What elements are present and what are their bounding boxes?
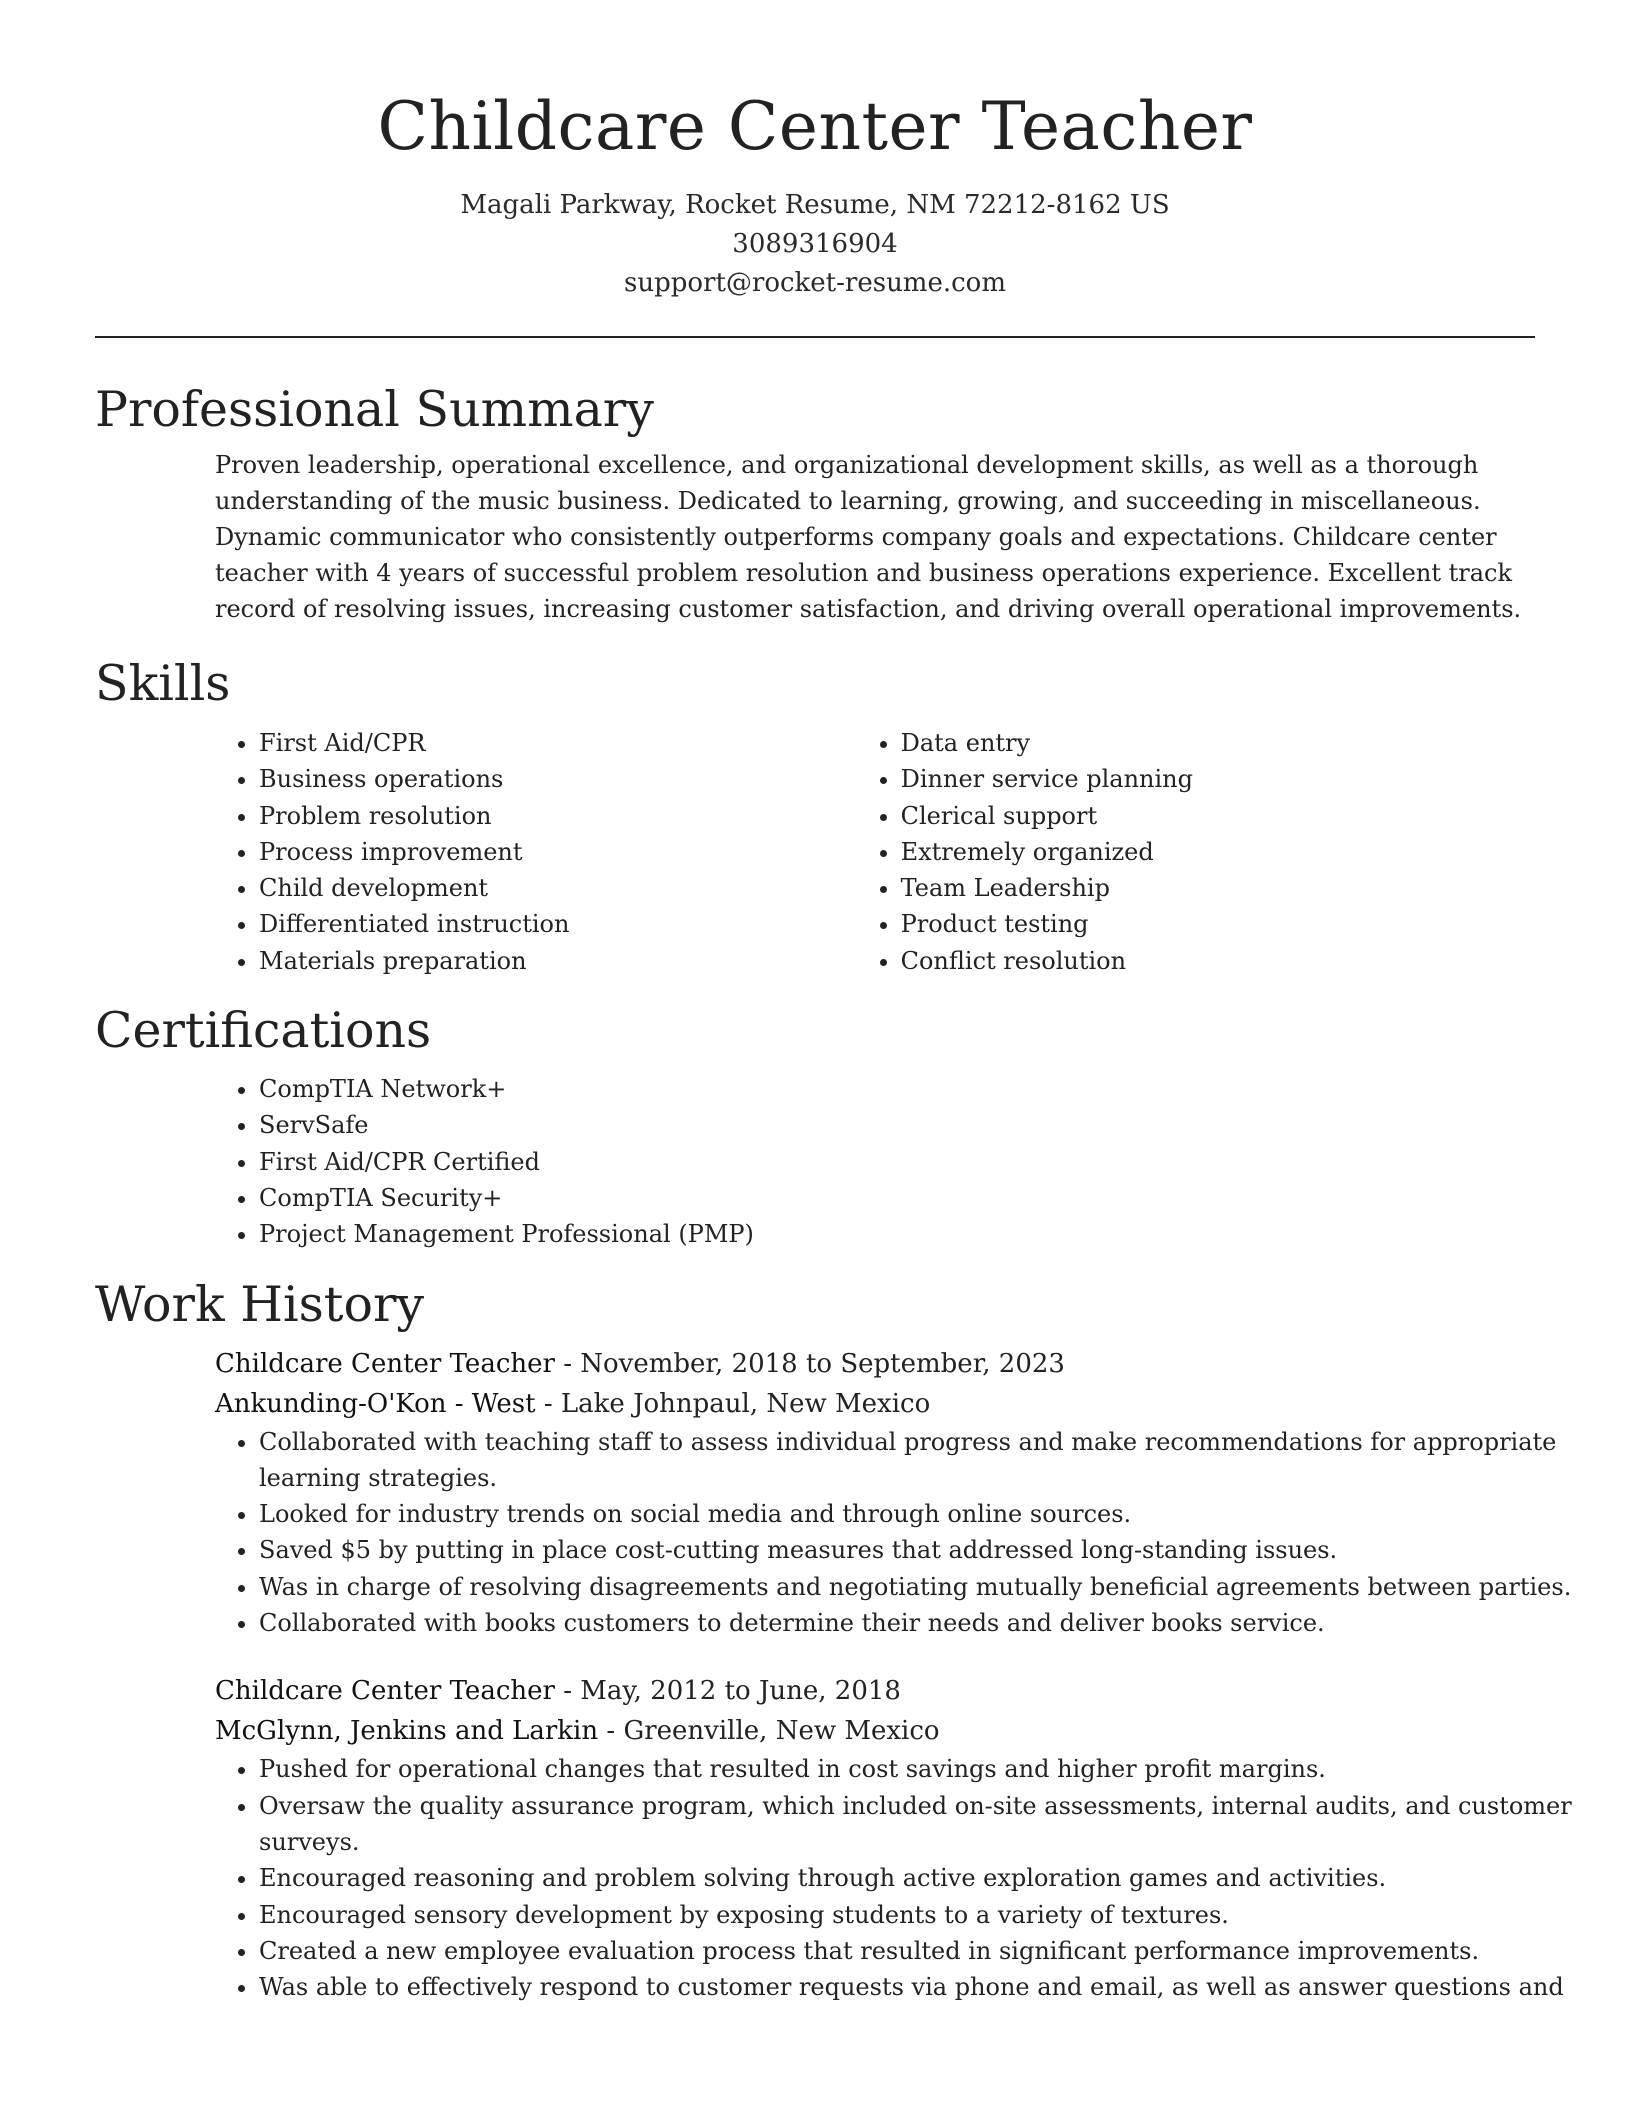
skill-item: • Data entry: [901, 725, 1535, 761]
skills-grid: [215, 725, 1535, 979]
skill-item: • First Aid/CPR: [259, 725, 857, 761]
summary-heading: Professional Summary: [95, 381, 654, 438]
job-company-line: [215, 1711, 1535, 1751]
work-history-heading: Work History: [95, 1275, 425, 1333]
job-location: - Lake Johnpaul, New Mexico: [535, 1388, 931, 1419]
skill-item: • Process improvement: [259, 834, 857, 870]
skill-item: • Differentiated instruction: [259, 906, 857, 942]
job-bullet: • Was in charge of resolving disagreements and negotiating mutually beneficial agreements between parties.: [259, 1569, 1632, 1605]
resume-header: [95, 0, 1535, 303]
skill-item: • Problem resolution: [259, 798, 857, 834]
job-bullet: • Looked for industry trends on social media and through online sources.: [259, 1496, 1632, 1532]
skill-item: • Team Leadership: [901, 870, 1535, 906]
job-bullets: [215, 1424, 1632, 1642]
skill-item: • Child development: [259, 870, 857, 906]
certifications-block: [215, 1071, 1535, 1252]
job-bullets: [215, 1751, 1632, 2005]
job-bullet: • Collaborated with teaching staff to assess individual progress and make recommendations for appropriate learning strategies.: [259, 1424, 1632, 1497]
contact-info: [95, 186, 1535, 303]
certification-item: • Project Management Professional (PMP): [259, 1216, 1535, 1252]
job-bullet: • Pushed for operational changes that resulted in cost savings and higher profit margins.: [259, 1751, 1632, 1787]
certification-item: • First Aid/CPR Certified: [259, 1144, 1535, 1180]
skills-list-left: [215, 725, 857, 979]
job-bullet: • Encouraged reasoning and problem solving through active exploration games and activities.: [259, 1860, 1632, 1896]
job-bullet: • Encouraged sensory development by exposing students to a variety of textures.: [259, 1897, 1632, 1933]
job-entry: [215, 1344, 1572, 1642]
job-company-line: [215, 1384, 1535, 1424]
header-divider: [95, 336, 1535, 338]
job-title-line: [215, 1671, 1535, 1711]
skill-item: • Conflict resolution: [901, 943, 1535, 979]
skill-item: • Extremely organized: [901, 834, 1535, 870]
job-role: Childcare Center Teacher: [215, 1348, 555, 1379]
job-entry: [215, 1671, 1572, 2005]
skill-item: • Materials preparation: [259, 943, 857, 979]
certification-item: • CompTIA Security+: [259, 1180, 1535, 1216]
certification-item: • ServSafe: [259, 1107, 1535, 1143]
job-dates: - November, 2018 to September, 2023: [554, 1348, 1065, 1379]
skills-heading: Skills: [95, 655, 231, 712]
job-role: Childcare Center Teacher: [215, 1676, 555, 1707]
job-company: McGlynn, Jenkins and Larkin: [215, 1716, 599, 1747]
job-location: - Greenville, New Mexico: [598, 1716, 940, 1747]
skills-list-right: [857, 725, 1535, 979]
job-bullet: • Saved $5 by putting in place cost-cutting measures that addressed long-standing issues.: [259, 1532, 1632, 1568]
job-dates: - May, 2012 to June, 2018: [554, 1676, 901, 1707]
skill-item: • Dinner service planning: [901, 761, 1535, 797]
contact-address: Magali Parkway, Rocket Resume, NM 72212-8162 US: [460, 190, 1170, 220]
certification-item: • CompTIA Network+: [259, 1071, 1535, 1107]
job-bullet: • Collaborated with books customers to determine their needs and deliver books service.: [259, 1605, 1632, 1641]
resume-name: Childcare Center Teacher: [377, 88, 1253, 165]
certifications-heading: Certifications: [95, 1002, 432, 1060]
job-company: Ankunding-O'Kon - West: [215, 1388, 536, 1419]
skill-item: • Product testing: [901, 906, 1535, 942]
job-bullet: • Oversaw the quality assurance program, which included on-site assessments, internal audits, and customer surveys.: [259, 1788, 1632, 1861]
certifications-list: [215, 1071, 1535, 1252]
contact-phone: 3089316904: [732, 229, 898, 259]
summary-text: Proven leadership, operational excellence, and organizational development skills, as well as a thorough understanding of the music business. Dedicated to learning, growing, and succeeding in miscellaneous. Dynamic communicator who consistently outperforms company goals and expectations. Childcare center teacher with 4 years of successful problem resolution and business operations experience. Excellent track record of resolving issues, increasing customer satisfaction, and driving overall operational improvements.: [215, 451, 1522, 623]
skill-item: • Business operations: [259, 761, 857, 797]
contact-email: support@rocket-resume.com: [623, 268, 1006, 298]
job-bullet: • Created a new employee evaluation process that resulted in significant performance improvements.: [259, 1933, 1632, 1969]
skill-item: • Clerical support: [901, 798, 1535, 834]
job-bullet: • Was able to effectively respond to customer requests via phone and email, as well as answer questions and: [259, 1969, 1632, 2005]
resume-page: [95, 0, 1572, 2005]
job-title-line: [215, 1344, 1535, 1384]
